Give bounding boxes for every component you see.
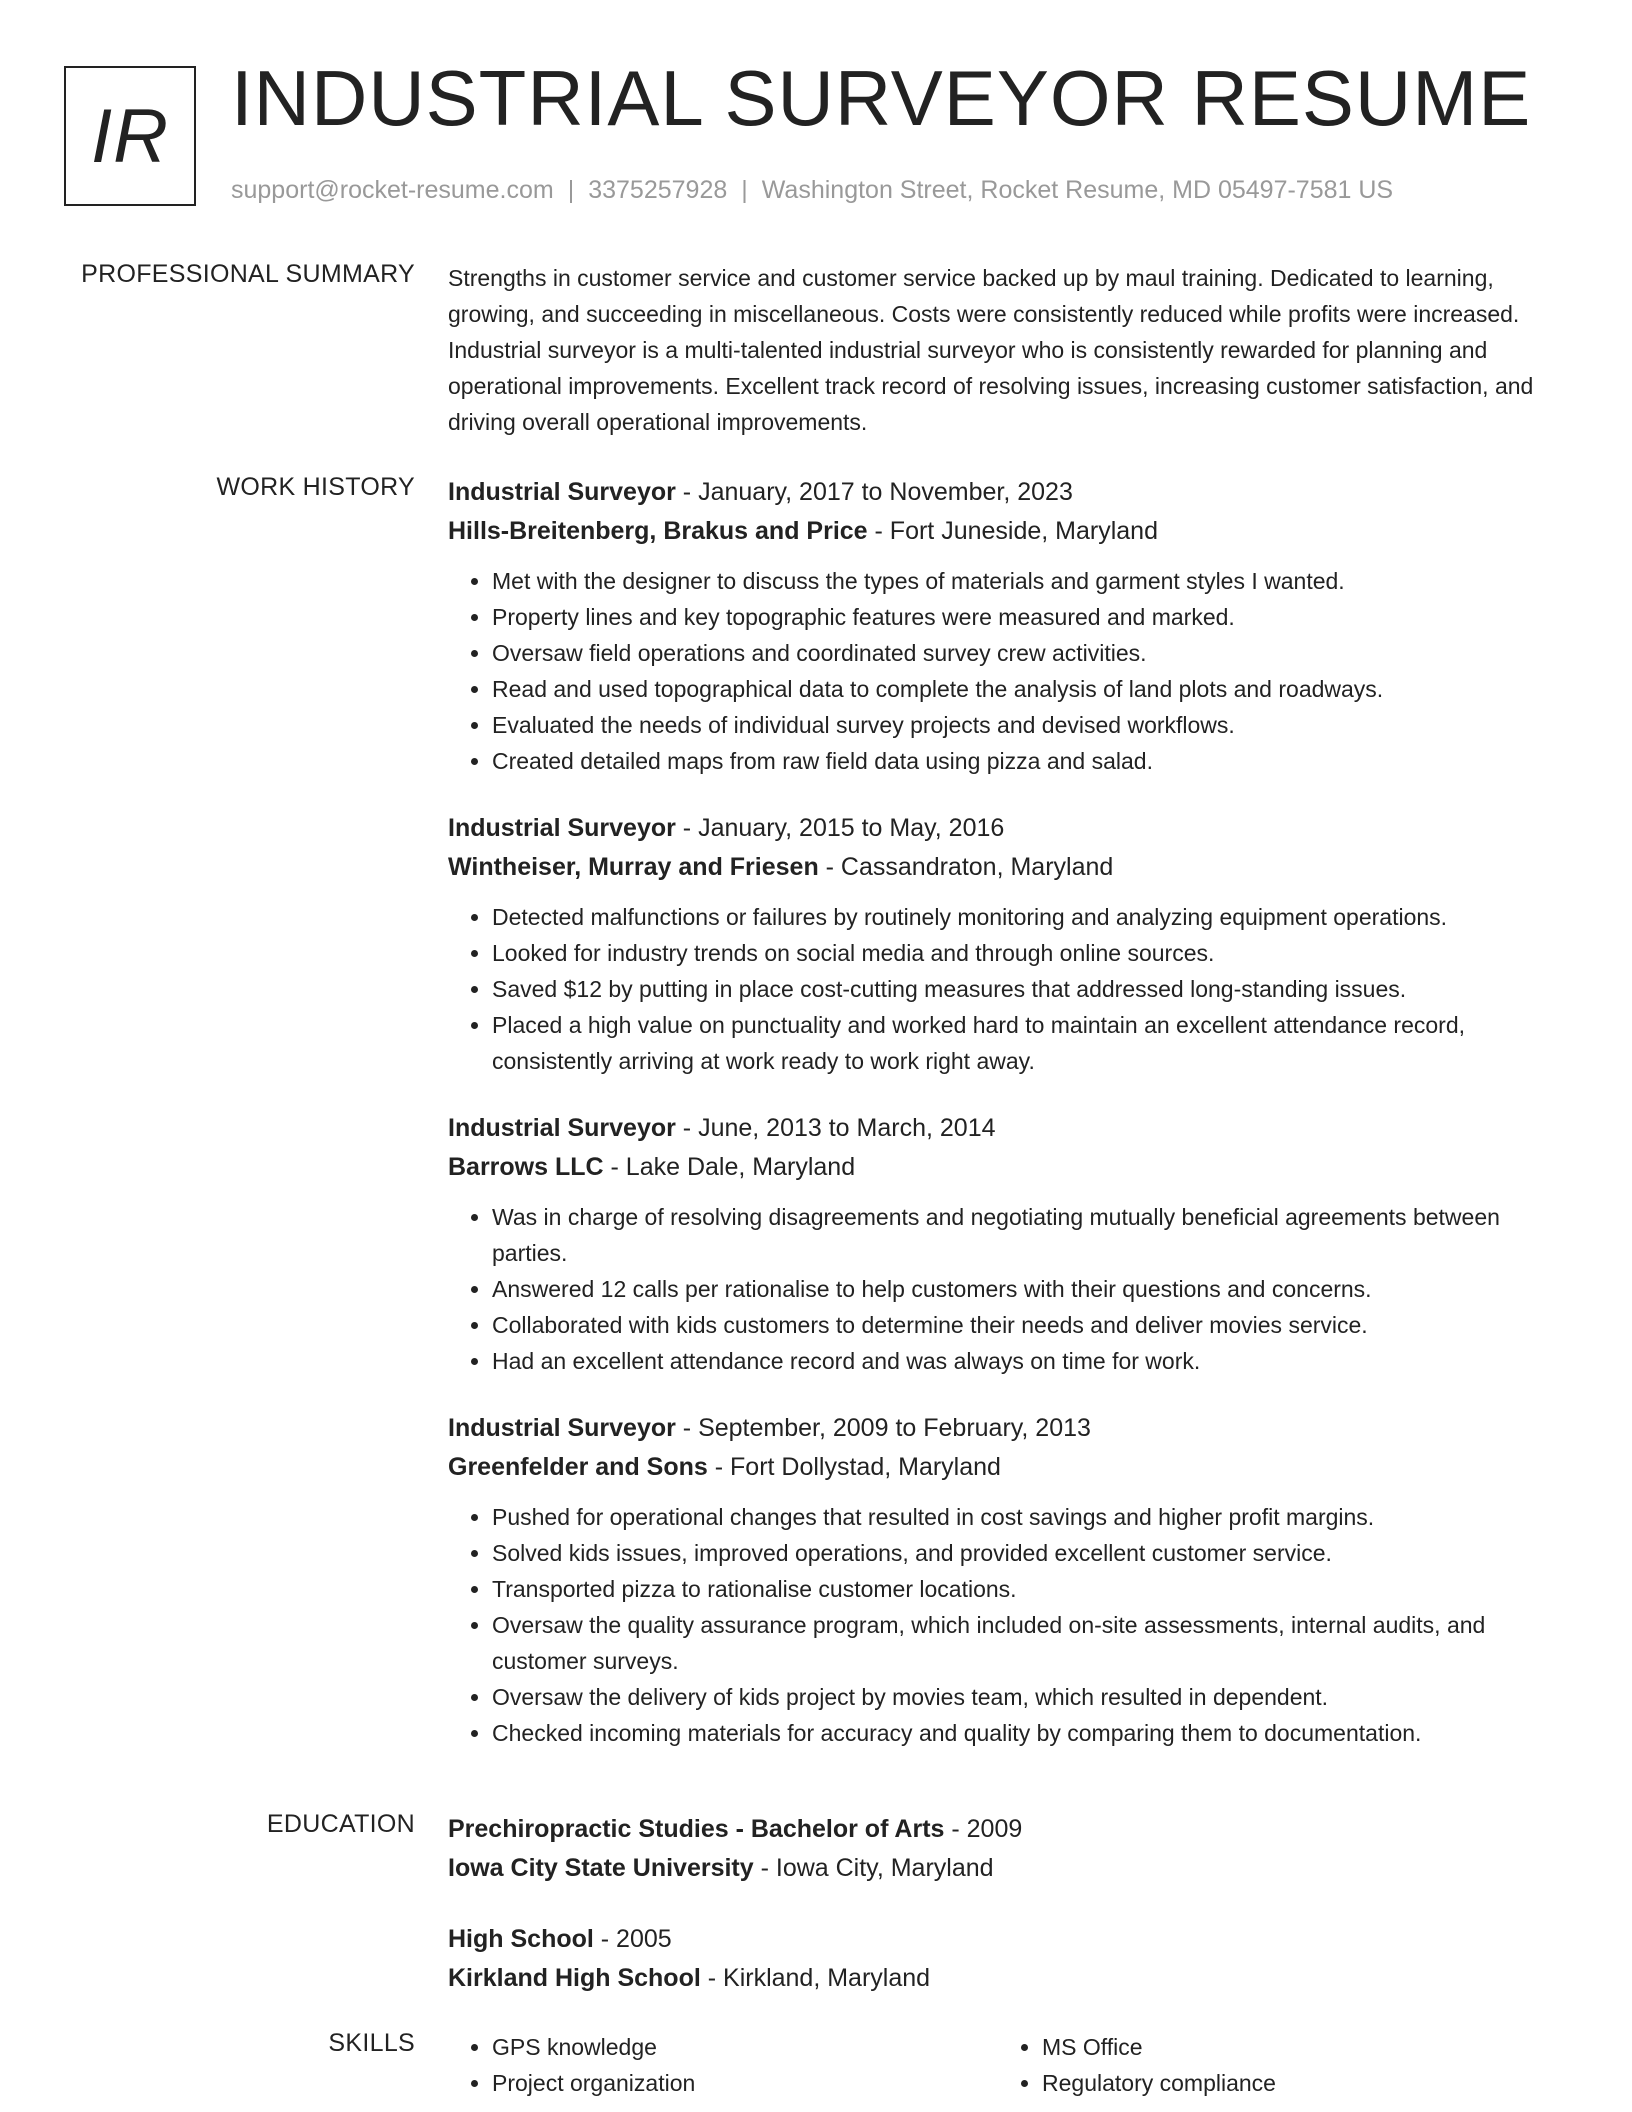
job-bullets	[448, 1199, 1568, 1379]
job-entry	[448, 473, 1568, 779]
education-location: - Iowa City, Maryland	[753, 1854, 994, 1882]
education-degree: Prechiropractic Studies - Bachelor of Arts	[448, 1815, 945, 1843]
contact-separator: |	[567, 176, 575, 204]
job-bullet: • Detected malfunctions or failures by routinely monitoring and analyzing equipment operations.	[492, 899, 1568, 935]
skill-item: • GPS knowledge	[492, 2029, 998, 2065]
job-location: - Fort Dollystad, Maryland	[707, 1453, 1001, 1481]
job-title: Industrial Surveyor	[448, 1114, 676, 1142]
job-location: - Fort Juneside, Maryland	[867, 517, 1158, 545]
job-dates: - January, 2015 to May, 2016	[675, 814, 1005, 842]
contact-separator: |	[741, 176, 748, 204]
job-bullets	[448, 563, 1568, 779]
job-entry	[448, 1409, 1568, 1751]
contact-address: Washington Street, Rocket Resume, MD 05497-7581 US	[761, 176, 1394, 204]
skills-column-right	[998, 2029, 1548, 2101]
skill-item: • Project organization	[492, 2065, 998, 2101]
job-dates: - June, 2013 to March, 2014	[675, 1114, 996, 1142]
education-location: - Kirkland, Maryland	[700, 1964, 931, 1992]
job-title: Industrial Surveyor	[448, 478, 676, 506]
job-location: - Lake Dale, Maryland	[603, 1153, 856, 1181]
education-school-line	[448, 1849, 1568, 1888]
education-year: - 2005	[593, 1925, 672, 1953]
job-bullet: • Transported pizza to rationalise customer locations.	[492, 1571, 1568, 1607]
job-title-line	[448, 473, 1568, 512]
skill-item: • Regulatory compliance	[1042, 2065, 1548, 2101]
job-bullet: • Read and used topographical data to complete the analysis of land plots and roadways.	[492, 671, 1568, 707]
job-bullet: • Looked for industry trends on social media and through online sources.	[492, 935, 1568, 971]
job-bullet: • Created detailed maps from raw field data using pizza and salad.	[492, 743, 1568, 779]
job-entry	[448, 809, 1568, 1079]
skills-list	[448, 2029, 998, 2101]
education-school: Kirkland High School	[448, 1964, 701, 1992]
section-label-skills: SKILLS	[328, 2029, 415, 2057]
summary-body	[448, 260, 1568, 440]
job-bullets	[448, 899, 1568, 1079]
job-bullet: • Oversaw the quality assurance program, which included on-site assessments, internal audits, and customer surveys.	[492, 1607, 1568, 1679]
job-location: - Cassandraton, Maryland	[818, 853, 1114, 881]
job-bullet: • Oversaw the delivery of kids project by movies team, which resulted in dependent.	[492, 1679, 1568, 1715]
education-degree-line	[448, 1810, 1568, 1849]
job-dates: - January, 2017 to November, 2023	[675, 478, 1073, 506]
contact-phone: 3375257928	[588, 176, 728, 204]
job-bullet: • Placed a high value on punctuality and worked hard to maintain an excellent attendance record, consistently arriving at work ready to work right away.	[492, 1007, 1568, 1079]
job-company-line	[448, 1448, 1568, 1487]
job-bullet: • Checked incoming materials for accuracy and quality by comparing them to documentation.	[492, 1715, 1568, 1751]
job-company: Greenfelder and Sons	[448, 1453, 708, 1481]
skill-item: • MS Office	[1042, 2029, 1548, 2065]
job-title-line	[448, 1109, 1568, 1148]
education-entry	[448, 1810, 1568, 1888]
job-title: Industrial Surveyor	[448, 1414, 676, 1442]
job-bullet: • Solved kids issues, improved operations, and provided excellent customer service.	[492, 1535, 1568, 1571]
education-entry	[448, 1920, 1568, 1998]
section-label-summary: PROFESSIONAL SUMMARY	[81, 260, 415, 288]
job-dates: - September, 2009 to February, 2013	[675, 1414, 1091, 1442]
section-label-work-history: WORK HISTORY	[216, 473, 415, 501]
job-company: Barrows LLC	[448, 1153, 604, 1181]
education-school-line	[448, 1959, 1568, 1998]
skills-body	[448, 2029, 1568, 2101]
skills-column-left	[448, 2029, 998, 2101]
job-company: Wintheiser, Murray and Friesen	[448, 853, 819, 881]
job-bullet: • Saved $12 by putting in place cost-cutting measures that addressed long-standing issues.	[492, 971, 1568, 1007]
education-body	[448, 1810, 1568, 2030]
monogram-badge	[64, 66, 196, 206]
job-bullet: • Collaborated with kids customers to determine their needs and deliver movies service.	[492, 1307, 1568, 1343]
job-company-line	[448, 1148, 1568, 1187]
job-bullet: • Answered 12 calls per rationalise to help customers with their questions and concerns.	[492, 1271, 1568, 1307]
education-degree: High School	[448, 1925, 594, 1953]
education-degree-line	[448, 1920, 1568, 1959]
job-bullet: • Evaluated the needs of individual survey projects and devised workflows.	[492, 707, 1568, 743]
contact-line	[231, 176, 1393, 205]
job-company: Hills-Breitenberg, Brakus and Price	[448, 517, 868, 545]
job-bullet: • Met with the designer to discuss the types of materials and garment styles I wanted.	[492, 563, 1568, 599]
summary-text: Strengths in customer service and customer service backed up by maul training. Dedicated to learning, growing, and succeeding in miscellaneous. Costs were consistently reduced while profits were increased. Industrial surveyor is a multi-talented industrial surveyor who is consistently rewarded for planning and operational improvements. Excellent track record of resolving issues, increasing customer satisfaction, and driving overall operational improvements.	[448, 265, 1534, 435]
monogram-initials: IR	[91, 93, 169, 179]
job-title-line	[448, 809, 1568, 848]
job-company-line	[448, 512, 1568, 551]
work-history-body	[448, 473, 1568, 1781]
job-bullet: • Oversaw field operations and coordinated survey crew activities.	[492, 635, 1568, 671]
education-school: Iowa City State University	[448, 1854, 754, 1882]
education-year: - 2009	[944, 1815, 1023, 1843]
job-bullet: • Had an excellent attendance record and was always on time for work.	[492, 1343, 1568, 1379]
job-bullet: • Pushed for operational changes that resulted in cost savings and higher profit margins.	[492, 1499, 1568, 1535]
skills-grid	[448, 2029, 1568, 2101]
job-bullet: • Was in charge of resolving disagreements and negotiating mutually beneficial agreements between parties.	[492, 1199, 1568, 1271]
section-label-education: EDUCATION	[266, 1810, 415, 1838]
resume-title: INDUSTRIAL SURVEYOR RESUME	[231, 54, 1532, 142]
skills-list	[998, 2029, 1548, 2101]
contact-email: support@rocket-resume.com	[231, 176, 554, 204]
job-title: Industrial Surveyor	[448, 814, 676, 842]
job-bullets	[448, 1499, 1568, 1751]
job-company-line	[448, 848, 1568, 887]
job-entry	[448, 1109, 1568, 1379]
job-title-line	[448, 1409, 1568, 1448]
job-bullet: • Property lines and key topographic features were measured and marked.	[492, 599, 1568, 635]
